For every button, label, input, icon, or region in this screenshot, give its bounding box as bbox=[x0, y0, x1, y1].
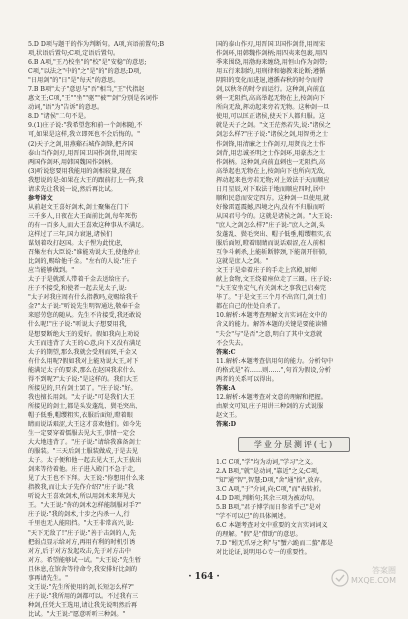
answer-line: 我想说的是:如果在大王的跟前打上一阵,我 bbox=[28, 176, 144, 184]
answer-line: 三千多人,日夜在大王面前比剑,每年死伤 bbox=[28, 212, 138, 220]
answer-line: 生一定要穿着儒服去见大王,事情一定会 bbox=[28, 430, 136, 438]
answer-line: 王。"大王说:"你的剑术怎样能制服对手?" bbox=[28, 502, 141, 510]
answer-line: 所接见的剑士,都是头发蓬乱、鬓毛突出、 bbox=[28, 402, 142, 410]
left-answer-column bbox=[28, 40, 204, 619]
answer-line: 两者的关系可以得出。 bbox=[216, 375, 278, 383]
watermark-line-1: 答案圈 bbox=[372, 566, 396, 575]
answer-line: 大大地违背了。"庄子说:"请给我准备剑士 bbox=[28, 439, 141, 447]
answer-line: 高举起也无物在上,按剑向下也所向无敌, bbox=[216, 167, 326, 175]
answer-line: 是想要断绝大王的爱好。假如我向上劝说 bbox=[28, 330, 140, 338]
answer-line: "知"通"智",智慧;D项,"舍"通"捨",放弃。 bbox=[216, 477, 326, 485]
answer-line: 比剑的,赐给他千金。"左右的人说:"庄子 bbox=[28, 258, 137, 266]
answer-line: 的有一百多人,而大王喜欢这种事从不满足。 bbox=[28, 221, 148, 229]
answer-line: 刺一无阻挡,高高举起无物在上,按剑向下 bbox=[216, 95, 326, 103]
answer-line: 12.解析:本题考查对文意的理解和把握。 bbox=[216, 393, 327, 401]
answer-line: 答案:C bbox=[216, 348, 236, 356]
answer-line: 剑来等待着他。庄子进入殿门不急于走, bbox=[28, 466, 136, 474]
answer-line: 作剑柄。这种剑,向前直刺也一无阻挡,高 bbox=[216, 158, 326, 166]
answer-line: "大王安坐定气,有关剑术之事我已启奏完 bbox=[216, 285, 326, 293]
answer-line: 含义的能力。解答本题的关键是要能读懂 bbox=[216, 321, 328, 329]
answer-line: "夫会"与"是否"之意,明白了其中文意就 bbox=[216, 330, 323, 338]
answer-line: "太子对我庄周有什么指教吗,竟赐给我千 bbox=[28, 294, 138, 302]
answer-line: 有什么用呢?假如我对上能劝说大王,对下 bbox=[28, 357, 139, 365]
answer-line: 所向无敌,挥动起来旁若无物。这种剑一旦 bbox=[216, 104, 330, 112]
answer-line: 听说大王喜欢剑术,所以用剑术来拜见大 bbox=[28, 493, 136, 501]
watermark-logo-icon bbox=[330, 568, 350, 588]
answer-line: 得不到呢?"太子说:"是这样的。我们大王 bbox=[28, 375, 139, 383]
answer-line: 挥动起来也旁若无物;对上效法于天而顺应 bbox=[216, 176, 330, 184]
answer-line: 太子于是就派人带着千金去送给庄子。 bbox=[28, 276, 134, 284]
answer-line: 种剑,任凭大王选用,请让我先说明然后再 bbox=[28, 601, 138, 609]
answer-line: 答案:D bbox=[216, 420, 237, 428]
answer-line: 7.D "蚓无爪牙之利"与"蟹六跪而二螯"都是 bbox=[216, 540, 334, 548]
answer-line: 参考译文 bbox=[28, 194, 53, 202]
answer-line: 9.(1)庄子说:"我希望您和前一个剑相随,不 bbox=[28, 122, 143, 130]
answer-line: 庄子不接受,和使者一起去见太子,说: bbox=[28, 285, 127, 293]
answer-line: 可,如果是这样,我立即死也不会后悔的。" bbox=[28, 131, 140, 139]
answer-line: 答案:A bbox=[216, 384, 236, 392]
answer-line: 毕了。"于是文王三个月不出宫门,剑士们 bbox=[216, 294, 326, 302]
answer-line: 庄子说:"我所用的剑都可以。不过我有三 bbox=[28, 592, 139, 600]
answer-line: 4.D D项,判断句;其余三项为被动句。 bbox=[216, 495, 319, 503]
answer-line: 发蓬乱、鬓毛突出、帽子低垂,帽缨粗实,衣 bbox=[216, 230, 332, 238]
answer-line: 1.C C项,"学"均为动词,"学习"之义。 bbox=[216, 459, 317, 467]
answer-line: 什么呢!"庄子说:"听说太子想要用我, bbox=[28, 321, 127, 329]
watermark-line-2: MXQE.COM bbox=[350, 576, 396, 585]
answer-line: 阴阳的变化而进退,遵循春秋的时令而持 bbox=[216, 77, 324, 85]
answer-line: 且休息,在馆舍等待命令,我安排好比剑的 bbox=[28, 565, 138, 573]
answer-line: 对方,后于对方发起攻击,先于对方击中 bbox=[28, 547, 131, 555]
answer-line: 项,状语后置句;C项,定语后置句。 bbox=[28, 50, 120, 58]
answer-line: 赵文王。 bbox=[216, 411, 241, 419]
answer-line: 太子的期望,那么我就会受刑而死,千金又 bbox=[28, 348, 138, 356]
answer-line: 比试。"大王说:"愿意听听三种剑。" bbox=[28, 610, 126, 618]
answer-line: 作剑锋,用清廉之士作剑刃,用贤良之士作 bbox=[216, 140, 326, 148]
answer-line: 就是天子之剑。"文王茫然若失,说:"诸侯之 bbox=[216, 122, 331, 130]
answer-line: 服后面短,瞪着眼睛而说话艰涩,在人前相 bbox=[216, 240, 326, 248]
answer-line: 对方。希望能够试一试。"大王说:"先生暂 bbox=[28, 556, 141, 564]
answer-line: 帽子低垂,帽缨粗实,衣服后面短,瞪着眼 bbox=[28, 411, 133, 419]
answer-line: 不会失去。 bbox=[216, 339, 247, 347]
answer-line: 千里也无人能阻挡。"大王非常高兴,说: bbox=[28, 520, 134, 528]
answer-line: 睛而说话艰涩,大王这才喜欢他们。如今先 bbox=[28, 420, 142, 428]
answer-line: 金?"太子说:"听说先生明智通达,敬奉千金 bbox=[28, 303, 141, 311]
answer-line: 大王而违背了大王的心意,向下又没有满足 bbox=[28, 339, 142, 347]
answer-line: 从前赵文王喜好剑术,剑士聚集在门下 bbox=[28, 203, 129, 211]
answer-line: 来慰劳您的随从。先生不肯接受,我还敢说 bbox=[28, 312, 142, 320]
answer-line: 11.解析:本题考查信用句的能力。分析句中 bbox=[216, 357, 334, 365]
answer-line: 请求先让我说一说,然后再比试。 bbox=[28, 185, 117, 193]
answer-line: "庶人之剑怎么样?"庄子说:"庶人之剑,头 bbox=[216, 221, 325, 229]
answer-line: "天下无敌了!"庄子说:"善于击剑的人,先 bbox=[28, 529, 136, 537]
answer-line: 见了大王也不下拜。大王说:"你想用什么来 bbox=[28, 475, 145, 483]
answer-line: 作剑环,用韩魏作剑柄;用四夷来包裹,用四 bbox=[216, 50, 328, 58]
answer-line: 季来围绕,用渤海来缠绕,用恒山作为剑带; bbox=[216, 59, 328, 67]
answer-line: 互争斗刺杀,上能斩断脖颈,下能剖开肝肺, bbox=[216, 249, 328, 257]
answer-line: 的格式是"若……则……",句首为假设,分析 bbox=[216, 366, 331, 374]
answer-line: 顺和民意而安定四方。这种剑一旦使用,就 bbox=[216, 194, 330, 202]
answer-line: 这样过了三年,国力衰退,诸侯们 bbox=[28, 230, 113, 238]
answer-line: 献上食物,文王绕着座位走了三圈。庄子说: bbox=[216, 276, 332, 284]
answer-line: "学不可以已"的具体阐述。 bbox=[216, 513, 290, 521]
answer-line: 惠文王;C项,"王""坐""驱""被""剑"分别是名词作 bbox=[28, 95, 159, 103]
answer-line: 我也擅长用剑。"太子说:"可是我们大王 bbox=[28, 393, 135, 401]
answer-line: 能满足太子的要求,那么在赵国我求什么 bbox=[28, 366, 136, 374]
watermark bbox=[330, 566, 396, 592]
answer-line: 剑,以秋冬的时令而运行。这种剑,向前直 bbox=[216, 86, 326, 94]
answer-line: 的服装。"三天后剑士服装做成,于是去见 bbox=[28, 448, 138, 456]
answer-line: 文王说:"先生所使用的剑,长短怎么样?" bbox=[28, 583, 134, 591]
answer-line: 2.A B项,"就"是动词,"靠近"之义;C项, bbox=[216, 468, 319, 476]
answer-line: 剑背,用忠诚圣明之士作剑环,用豪杰之士 bbox=[216, 149, 326, 157]
answer-line: 的理解。"假"是"借助"的意思。 bbox=[216, 531, 302, 539]
answer-line: 由原文可知,庄子用讲三种剑的方式说服 bbox=[216, 402, 324, 410]
answer-line: (3)听说您要用我能用的剑相较量,现在 bbox=[28, 167, 132, 175]
answer-line: 应当能够做到。" bbox=[28, 267, 75, 275]
answer-line: 谋划着攻打赵国。太子悝为此忧虑, bbox=[28, 240, 123, 248]
page-number: · 164 · bbox=[188, 572, 220, 582]
answer-line: C项,"以法之"中的"之"是"的"的意思;D项, bbox=[28, 68, 142, 76]
answer-line: 6.B A项,"王乃校坐"的"校"是"安稳"的意思; bbox=[28, 59, 147, 67]
answer-line: 动词,"语"为"告诉"的意思。 bbox=[28, 104, 104, 112]
answer-line: 事再请先生。" bbox=[28, 574, 68, 582]
answer-line: 泰山当作剑刃,用晋国卫国作剑背,用周宋 bbox=[28, 149, 138, 157]
answer-line: 把弱点显示给对方,再用有利的时机引诱 bbox=[28, 538, 136, 546]
answer-line: 5.B B项,"君子博学而日参省乎己"是对 bbox=[216, 504, 322, 512]
answer-line: 剑怎么样?"庄子说:"诸侯之剑,用智勇之士 bbox=[216, 131, 329, 139]
answer-line: 召集左右大臣说:"谁能劝说大王,使他停止 bbox=[28, 249, 141, 257]
answer-line: 6.C 本题考查对文中重要的文言实词词义 bbox=[216, 522, 328, 530]
right-answer-column bbox=[216, 40, 394, 558]
answer-line: 对比论证,说明用心专一的重要性。 bbox=[216, 549, 311, 557]
answer-line: 8.D "诸侯"二句不是。 bbox=[28, 113, 90, 121]
answer-line: 使用,可以匡正诸侯,使天下人都归服。这 bbox=[216, 113, 326, 121]
answer-line: 所接见的,只有剑士罢了。"庄子说:"好。 bbox=[28, 384, 137, 392]
answer-line: 指教我,而让太子先作介绍?"庄子说:"我 bbox=[28, 484, 134, 492]
answer-line: 太子。太子便和他一起去见大王,大王拔出 bbox=[28, 457, 142, 465]
answer-line: 都在自己的住处自杀了。 bbox=[216, 303, 285, 311]
answer-line: 7.B B项"太子"意思与"吾"相当,"王"代指赵 bbox=[28, 86, 145, 94]
section-banner: 学业分层测评(七) bbox=[238, 437, 350, 452]
answer-line: 好像雷霆震撼,四境之内,没有不归服而听 bbox=[216, 203, 326, 211]
answer-line: 两国作剑环,用韩国魏国作剑柄。 bbox=[28, 158, 117, 166]
answer-line: 文王于是牵着庄子的手走上宫殿,厨师 bbox=[216, 267, 317, 275]
answer-line: 从国君号令的。这就是诸侯之剑。"大王说: bbox=[216, 212, 333, 220]
answer-line: "日用剑"的"日"是"每天"的意思。 bbox=[28, 77, 120, 85]
answer-line: 用五行来制约,用刑律和德教来论断;遵循 bbox=[216, 68, 326, 76]
answer-line: 这就是庶人之剑。" bbox=[216, 258, 269, 266]
answer-line: 5.D D项与题干的作为判断句。A项,宾语前置句;B bbox=[28, 41, 165, 48]
answer-line: (2)天子之剑,用燕谿石城作剑锋,把齐国 bbox=[28, 140, 134, 148]
answer-line: 日月星辰,对下取法于地而顺应四时,居中 bbox=[216, 185, 326, 193]
answer-line: 10.解析:本题考查理解文言实词在文中的 bbox=[216, 312, 327, 320]
answer-line: 国的泰山作刃,用晋国卫国作剑背,用周宋 bbox=[216, 41, 326, 48]
answer-line: 3.C A项,"于"介词,向;C项,"而"表转折。 bbox=[216, 486, 326, 494]
answer-line: 庄子说:"我的剑术,十步之内杀一人,行 bbox=[28, 511, 130, 519]
